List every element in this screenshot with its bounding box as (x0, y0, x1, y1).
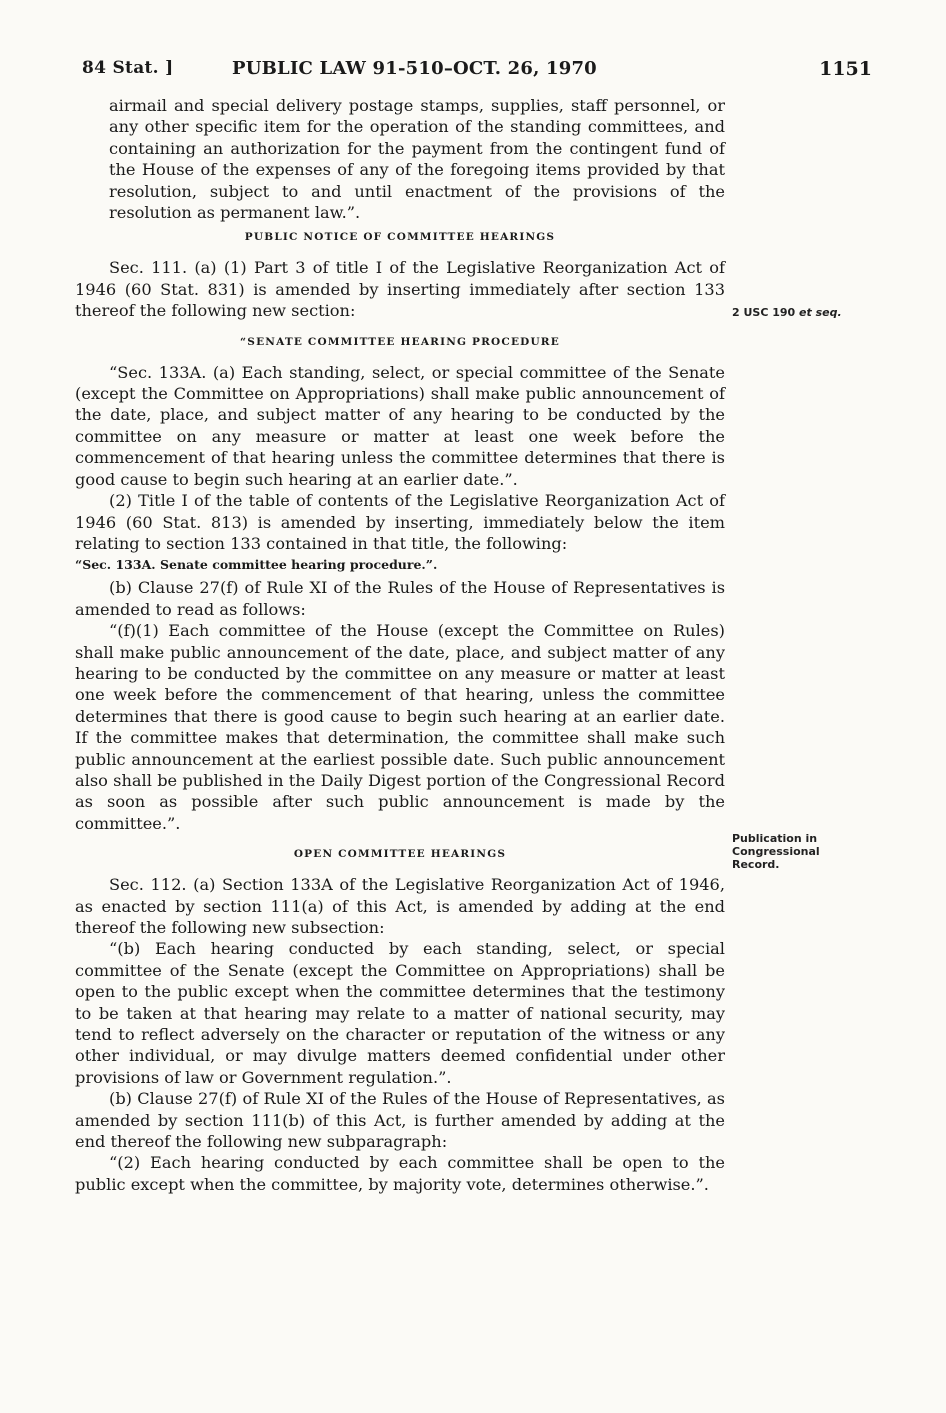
usc-citation: 2 USC 190 (732, 306, 796, 319)
publication-note-line-1: Publication in (732, 832, 818, 845)
section-heading-public-notice: PUBLIC NOTICE OF COMMITTEE HEARINGS (244, 231, 556, 244)
subparagraph-2-paragraph: “(2) Each hearing conducted by each committee shall be open to the public except when the committee, by majority vote, determines otherwise.”. (75, 1153, 725, 1194)
publication-note-line-3: Record. (732, 858, 780, 871)
sec-112-b-paragraph: (b) Clause 27(f) of Rule XI of the Rules of the House of Representatives, as amended by section 111(b) of this Act, is further amended by adding at the end thereof the following new subparagraph: (75, 1089, 725, 1152)
publication-margin-note (732, 832, 882, 871)
section-heading-senate-procedure: “SENATE COMMITTEE HEARING PROCEDURE (240, 335, 560, 348)
sec-133a-paragraph: “Sec. 133A. (a) Each standing, select, or special committee of the Senate (except the Committee on Appropriations) shall make public announcement of the date, place, and subject matter of any hearing to be conducted by the committee on any measure or matter at least one week before the commencement of that hearing unless the committee determines that there is good cause to begin such hearing at an earlier date.”. (75, 362, 725, 489)
page-header (82, 58, 872, 86)
table-of-contents-entry: “Sec. 133A. Senate committee hearing procedure.”. (75, 557, 438, 573)
sec-111-b-paragraph: (b) Clause 27(f) of Rule XI of the Rules of the House of Representatives is amended to read as follows: (75, 578, 725, 619)
running-title: PUBLIC LAW 91-510–OCT. 26, 1970 (232, 58, 597, 79)
usc-citation-suffix: et seq. (799, 306, 842, 319)
continued-paragraph: airmail and special delivery postage stamps, supplies, staff personnel, or any other specific item for the operation of the standing committees, and containing an authorization for the payment from the contingent fund of the House of the expenses of any of the foregoing items provided by that resolution, subject to and until enactment of the provisions of the resolution as permanent law.”. (109, 96, 725, 223)
publication-note-line-2: Congressional (732, 845, 820, 858)
sec-111-a2-paragraph: (2) Title I of the table of contents of the Legislative Reorganization Act of 1946 (60 Stat. 813) is amended by inserting, immediately below the item relating to section 133 contained in that title, the following: (75, 491, 725, 553)
sec-112-a-paragraph: Sec. 112. (a) Section 133A of the Legislative Reorganization Act of 1946, as enacted by section 111(a) of this Act, is amended by adding at the end thereof the following new subsection: (75, 875, 725, 937)
clause-f1-paragraph: “(f)(1) Each committee of the House (except the Committee on Rules) shall make public announcement of the date, place, and subject matter of any hearing to be conducted by the committee on any measure or matter at least one week before the commencement of that hearing, unless the committee determines that there is good cause to begin such hearing at an earlier date. If the committee makes that determination, the committee shall make such public announcement at the earliest possible date. Such public announcement also shall be published in the Daily Digest portion of the Congressional Record as soon as possible after such public announcement is made by the committee.”. (75, 621, 725, 833)
section-heading-open-hearings: OPEN COMMITTEE HEARINGS (293, 848, 507, 861)
page-number: 1151 (819, 58, 872, 80)
usc-margin-note (732, 306, 882, 319)
statute-reference: 84 Stat. ] (82, 58, 174, 78)
law-text-column (75, 95, 725, 1195)
subsection-b-paragraph: “(b) Each hearing conducted by each standing, select, or special committee of the Senate (except the Committee on Appropriations) shall be open to the public except when the committee determines that the testimony to be taken at that hearing may relate to a matter of national security, may tend to reflect adversely on the character or reputation of the witness or any other individual, or may divulge matters deemed confidential under other provisions of law or Government regulation.”. (75, 939, 725, 1087)
sec-111-a1-paragraph: Sec. 111. (a) (1) Part 3 of title I of the Legislative Reorganization Act of 1946 (60 Stat. 831) is amended by inserting immediately after section 133 thereof the following new section: (75, 258, 725, 321)
